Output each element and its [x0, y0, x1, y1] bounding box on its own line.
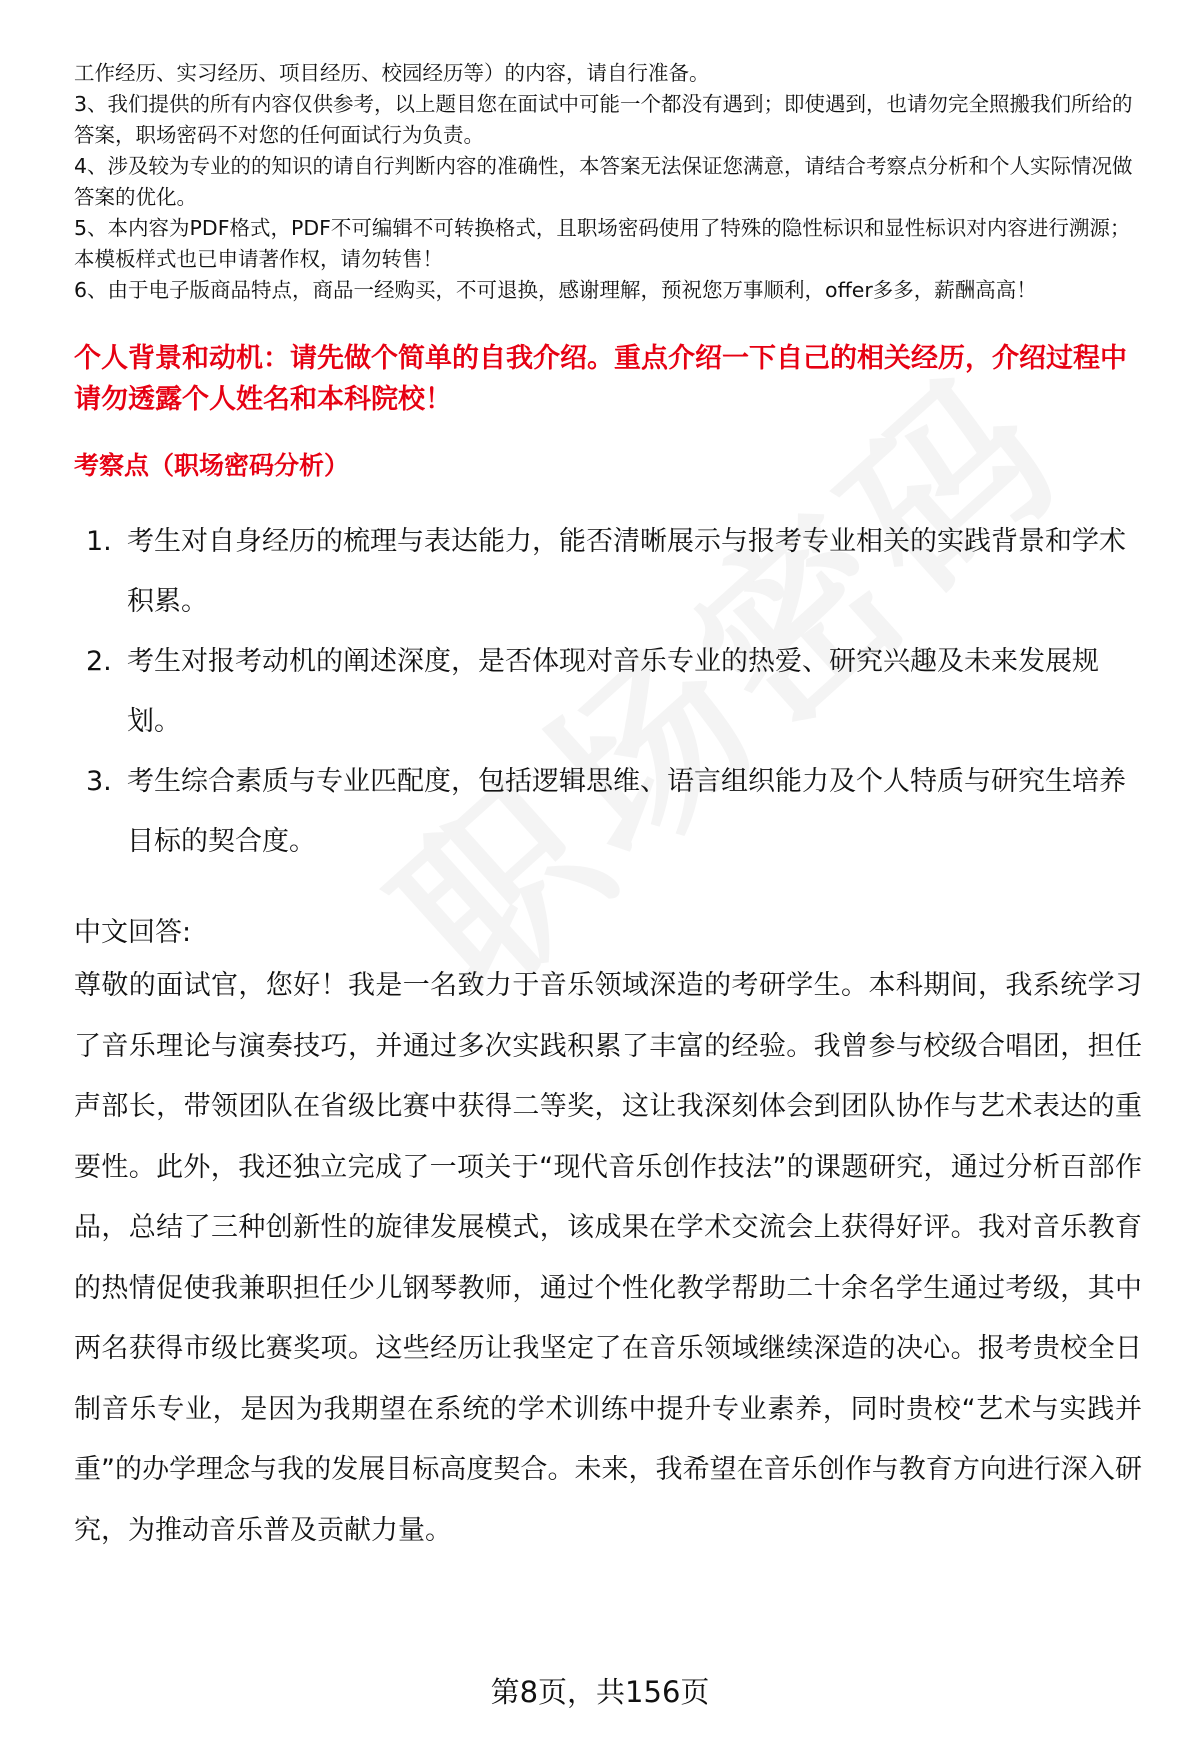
- notice-item: 4、涉及较为专业的的知识的请自行判断内容的准确性，本答案无法保证您满意，请结合考察点分析和个人实际情况做答案的优化。: [74, 154, 1133, 209]
- point-text: 考生对自身经历的梳理与表达能力，能否清晰展示与报考专业相关的实践背景和学术积累。: [127, 526, 1126, 617]
- analysis-points: [74, 512, 1142, 872]
- document-body: [74, 58, 1142, 1561]
- notice-item: 3、我们提供的所有内容仅供参考，以上题目您在面试中可能一个都没有遇到；即使遇到，也请勿完全照搬我们所给的答案，职场密码不对您的任何面试行为负责。: [74, 92, 1133, 147]
- answer-label: 中文回答:: [74, 917, 192, 948]
- point-number: 2.: [86, 646, 112, 677]
- notice-item: 6、由于电子版商品特点，商品一经购买，不可退换，感谢理解，预祝您万事顺利，offer多多，薪酬高高！: [74, 278, 1037, 302]
- point-text: 考生综合素质与专业匹配度，包括逻辑思维、语言组织能力及个人特质与研究生培养目标的契合度。: [127, 766, 1126, 857]
- notice-item: 工作经历、实习经历、项目经历、校园经历等）的内容，请自行准备。: [74, 61, 710, 85]
- analysis-heading: 考察点（职场密码分析）: [74, 451, 350, 480]
- answer-text: 尊敬的面试官，您好！我是一名致力于音乐领域深造的考研学生。本科期间，我系统学习了音乐理论与演奏技巧，并通过多次实践积累了丰富的经验。我曾参与校级合唱团，担任声部长，带领团队在省级比赛中获得二等奖，这让我深刻体会到团队协作与艺术表达的重要性。此外，我还独立完成了一项关于“现代音乐创作技法”的课题研究，通过分析百部作品，总结了三种创新性的旋律发展模式，该成果在学术交流会上获得好评。我对音乐教育的热情促使我兼职担任少儿钢琴教师，通过个性化教学帮助二十余名学生通过考级，其中两名获得市级比赛奖项。这些经历让我坚定了在音乐领域继续深造的决心。报考贵校全日制音乐专业，是因为我期望在系统的学术训练中提升专业素养，同时贵校“艺术与实践并重”的办学理念与我的发展目标高度契合。未来，我希望在音乐创作与教育方向进行深入研究，为推动音乐普及贡献力量。: [74, 970, 1142, 1546]
- analysis-point: [74, 632, 1142, 752]
- notice-list: [74, 58, 1142, 306]
- analysis-point: [74, 752, 1142, 872]
- analysis-point: [74, 512, 1142, 632]
- point-number: 1.: [86, 526, 112, 557]
- page-number: 第8页，共156页: [490, 1675, 710, 1709]
- question-heading: 个人背景和动机：请先做个简单的自我介绍。重点介绍一下自己的相关经历，介绍过程中请勿透露个人姓名和本科院校！: [74, 343, 1127, 415]
- point-text: 考生对报考动机的阐述深度，是否体现对音乐专业的热爱、研究兴趣及未来发展规划。: [127, 646, 1099, 737]
- point-number: 3.: [86, 766, 112, 797]
- notice-item: 5、本内容为PDF格式，PDF不可编辑不可转换格式，且职场密码使用了特殊的隐性标识和显性标识对内容进行溯源；本模板样式也已申请著作权，请勿转售！: [74, 216, 1131, 271]
